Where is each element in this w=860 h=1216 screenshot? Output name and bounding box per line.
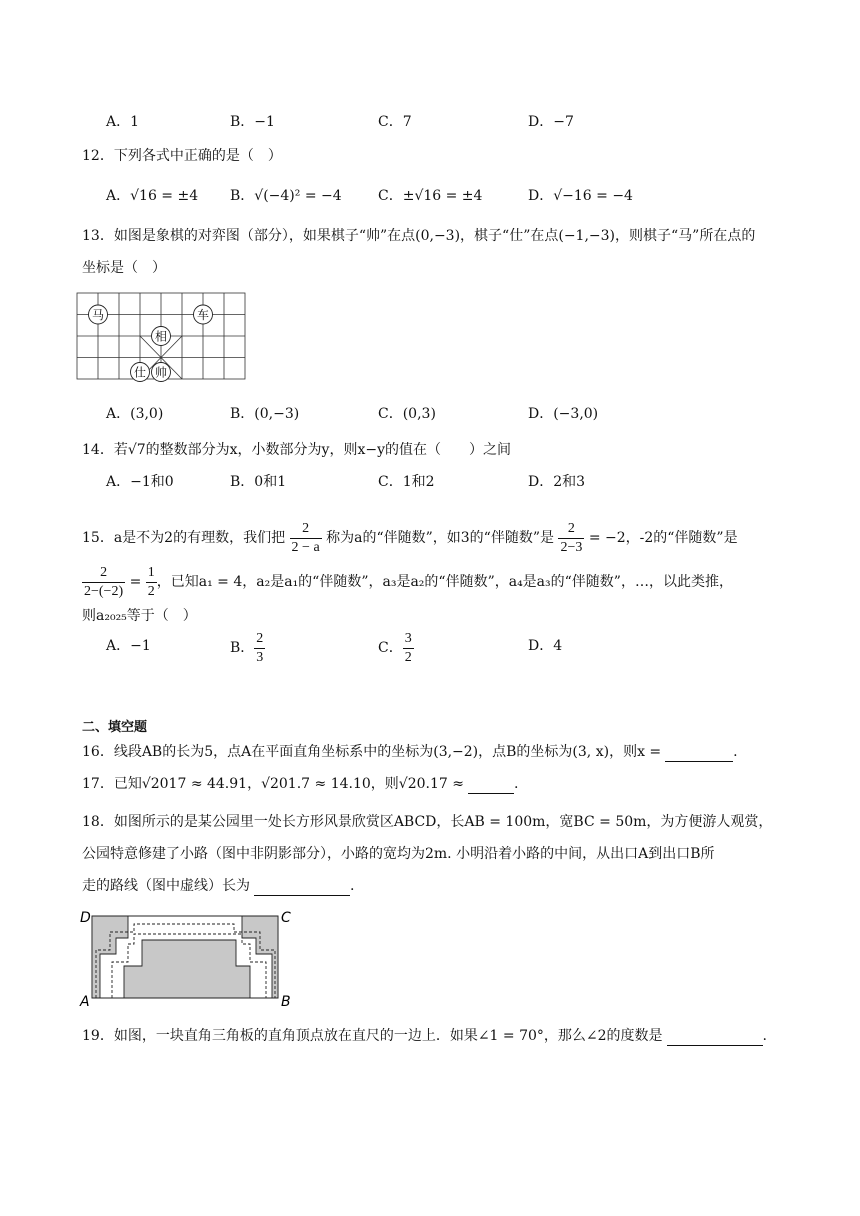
- piece-shuai: [152, 363, 171, 382]
- q15-fraction-example2-num: 2: [82, 564, 125, 583]
- q15-line1: [82, 516, 738, 560]
- q15-option-b: [230, 628, 265, 668]
- q15-fraction-example1-den: 2−3: [560, 539, 583, 555]
- piece-shi: [131, 363, 150, 382]
- q15-option-b-fraction: [254, 630, 265, 667]
- q15-text-d: ，已知a₁ = 4，a₂是a₁的“伴随数”，a₃是a₂的“伴随数”，a₄是a₃的“伴随数”，…，以此类推，: [156, 574, 733, 590]
- q15-option-c-num: 3: [403, 630, 414, 649]
- q15-fraction-example2: [82, 564, 125, 601]
- q17-answer-blank[interactable]: [468, 779, 514, 794]
- piece-shi-label: 仕: [133, 365, 147, 380]
- q15-text-a: a是不为2的有理数，我们把: [113, 530, 286, 546]
- q13-option-b: B．(0,−3): [230, 406, 300, 422]
- q15-line3: 则a₂₀₂₅等于（ ）: [82, 608, 197, 624]
- q15-line2: [82, 560, 733, 604]
- q15-fraction-half-den: 2: [147, 583, 155, 599]
- q14-option-a: A．−1和0: [106, 474, 174, 490]
- q13-option-c: C．(0,3): [378, 406, 436, 422]
- q15-equals: =: [129, 574, 142, 590]
- q15-option-d: D．4: [528, 638, 563, 654]
- q16-answer-blank[interactable]: [665, 747, 733, 762]
- q15-fraction-half: [146, 564, 157, 601]
- piece-ma-label: 马: [91, 308, 105, 322]
- q18-answer-blank[interactable]: [254, 881, 350, 896]
- park-path-diagram: [76, 906, 296, 1010]
- chess-board-diagram: [76, 292, 248, 382]
- q15-options: [106, 628, 806, 672]
- q15-fraction-main-num: 2: [290, 520, 322, 539]
- q15-fraction-example2-den: 2−(−2): [84, 583, 124, 599]
- q15-text-b: 称为a的“伴随数”，如3的“伴随数”是: [326, 530, 554, 546]
- q14-option-d: D．2和3: [528, 474, 586, 490]
- q13-option-d: D．(−3,0): [528, 406, 599, 422]
- q15-fraction-example1-num: 2: [558, 520, 584, 539]
- q13-stem-line1: 13．如图是象棋的对弈图（部分），如果棋子“帅”在点(0,−3)，棋子“仕”在点(−1,−3)，则棋子“马”所在点的: [82, 228, 756, 244]
- piece-xiang-label: 相: [154, 329, 168, 344]
- q18-stem-end: 走的路线（图中虚线）长为: [82, 878, 250, 894]
- q12-options: [106, 184, 806, 208]
- q19-line: 19．如图，一块直角三角板的直角顶点放在直尺的一边上．如果∠1 = 70°，那么∠2的度数是 .: [82, 1028, 767, 1044]
- q15-text-c: = −2，-2的“伴随数”是: [588, 530, 738, 546]
- q15-option-c-den: 2: [404, 649, 412, 665]
- q12-stem: 12．下列各式中正确的是（ ）: [82, 148, 282, 164]
- q12-option-a: A．√16 = ±4: [106, 188, 199, 204]
- q14-option-c: C．1和2: [378, 474, 435, 490]
- piece-che-label: 车: [196, 308, 210, 322]
- q12-option-d: D．√−16 = −4: [528, 188, 633, 204]
- piece-xiang: [152, 327, 171, 346]
- q11-option-a: A．1: [106, 114, 140, 130]
- q15-fraction-main-den: 2 − a: [291, 539, 320, 555]
- q15-option-b-den: 3: [256, 649, 264, 665]
- label-c: C: [281, 910, 291, 926]
- q11-options: [106, 110, 806, 134]
- q11-option-c: C．7: [378, 114, 412, 130]
- q16-line: 16．线段AB的长为5，点A在平面直角坐标系中的坐标为(3,−2)，点B的坐标为(3, x)，则x = .: [82, 744, 738, 760]
- q15-fraction-example1: [558, 520, 584, 557]
- piece-ma: [89, 305, 108, 324]
- q12-option-c: C．±√16 = ±4: [378, 188, 483, 204]
- q18-line2: 公园特意修建了小路（图中非阴影部分），小路的宽均为2m. 小明沿着小路的中间，从出口A到出口B所: [82, 846, 715, 862]
- q18-line1: 18．如图所示的是某公园里一处长方形风景欣赏区ABCD，长AB = 100m，宽BC = 50m，为方便游人观赏，: [82, 814, 773, 830]
- q13-stem-line2: 坐标是（ ）: [82, 260, 166, 276]
- q15-option-c-fraction: [403, 630, 414, 667]
- q14-option-b: B．0和1: [230, 474, 287, 490]
- q15-fraction-main: [290, 520, 322, 557]
- q15-number: 15．: [82, 530, 114, 546]
- label-a: A: [80, 994, 90, 1010]
- piece-che: [194, 305, 213, 324]
- q13-options: [106, 402, 806, 426]
- q13-option-a: A．(3,0): [106, 406, 164, 422]
- piece-shuai-label: 帅: [154, 365, 168, 380]
- q16-stem: 16．线段AB的长为5，点A在平面直角坐标系中的坐标为(3,−2)，点B的坐标为(3, x)，则x =: [82, 744, 662, 760]
- q19-stem: 19．如图，一块直角三角板的直角顶点放在直尺的一边上．如果∠1 = 70°，那么∠2的度数是: [82, 1028, 663, 1044]
- q18-line3: 走的路线（图中虚线）长为 .: [82, 878, 355, 894]
- q19-answer-blank[interactable]: [667, 1031, 763, 1046]
- label-d: D: [80, 910, 91, 926]
- label-b: B: [281, 994, 291, 1010]
- q15-option-b-num: 2: [254, 630, 265, 649]
- q15-fraction-half-num: 1: [146, 564, 157, 583]
- q17-line: 17．已知√2017 ≈ 44.91，√201.7 ≈ 14.10，则√20.17 ≈ .: [82, 776, 519, 792]
- q12-option-b: B．√(−4)² = −4: [230, 188, 342, 204]
- q15-option-b-label: B．: [230, 640, 255, 656]
- q14-stem: 14．若√7的整数部分为x，小数部分为y，则x−y的值在（ ）之间: [82, 442, 511, 458]
- q11-option-d: D．−7: [528, 114, 574, 130]
- q15-option-c: [378, 628, 414, 668]
- section-heading-fill-blank: 二、填空题: [82, 720, 148, 735]
- q17-stem: 17．已知√2017 ≈ 44.91，√201.7 ≈ 14.10，则√20.17 ≈: [82, 776, 464, 792]
- q11-option-b: B．−1: [230, 114, 275, 130]
- q15-option-c-label: C．: [378, 640, 403, 656]
- q14-options: [106, 470, 806, 494]
- q15-option-a: A．−1: [106, 638, 151, 654]
